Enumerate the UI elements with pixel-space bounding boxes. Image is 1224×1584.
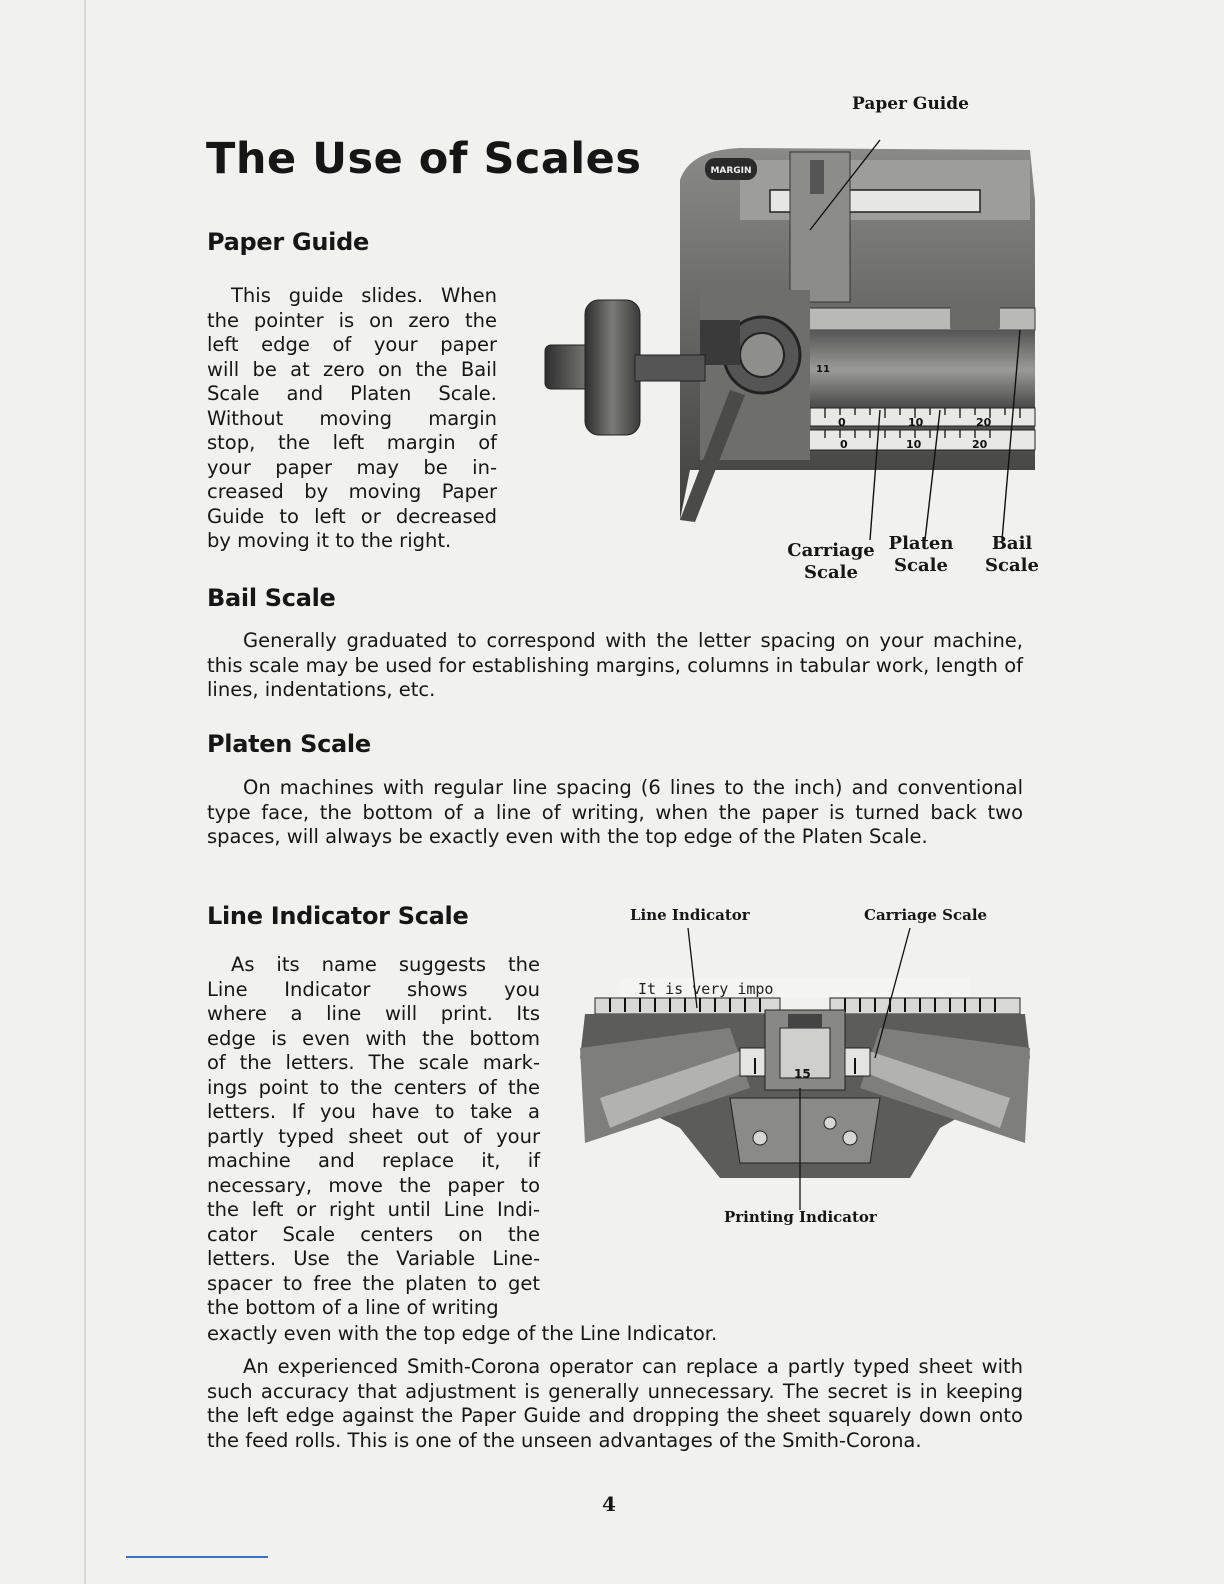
paper-guide-line: Without moving margin (207, 406, 497, 430)
bail-scale-text: Generally graduated to correspond with the letter spacing on your machine, this scale may be used for establishing margins, columns in tabular work, length of lines, indentations, etc. (207, 629, 1023, 701)
paper-guide-line: stop, the left margin of (207, 431, 497, 454)
label-platen-scale-line2: Scale (894, 555, 948, 576)
platen-scale-number: 20 (972, 438, 988, 451)
paper-guide-line: your paper may be in- (207, 455, 497, 479)
paper-guide-text (207, 284, 497, 554)
line-indicator-line: cator Scale centers on the (207, 1222, 540, 1246)
line-indicator-line: edge is even with the bottom (207, 1026, 540, 1050)
heading-paper-guide: Paper Guide (207, 228, 369, 256)
bail-scale-number: 0 (838, 416, 846, 429)
paper-guide-line: left edge of your paper (207, 333, 497, 356)
bail-scale-number: 10 (908, 416, 924, 429)
line-indicator-line: letters. Use the Variable Line- (207, 1247, 540, 1270)
indicator-number: 15 (794, 1067, 811, 1081)
heading-line-indicator-scale: Line Indicator Scale (207, 902, 469, 930)
heading-bail-scale: Bail Scale (207, 584, 336, 612)
page-title: The Use of Scales (206, 134, 642, 184)
label-bail-scale-line2: Scale (985, 555, 1039, 576)
label-carriage-scale (786, 540, 876, 584)
paper-guide-line: by moving it to the right. (207, 529, 452, 552)
bottom-rule (126, 1556, 268, 1558)
margin-badge: MARGIN (710, 166, 752, 176)
label-bail-scale (978, 533, 1046, 577)
label-carriage-scale-line2: Scale (804, 562, 858, 583)
line-indicator-line: the bottom of a line of writing (207, 1296, 499, 1319)
line-indicator-line: letters. If you have to take a (207, 1100, 540, 1123)
bail-scale-number: 20 (976, 416, 992, 429)
paper-guide-line: creased by moving Paper (207, 480, 497, 503)
line-indicator-line: machine and replace it, if (207, 1149, 540, 1172)
line-indicator-line: As its name suggests the (231, 953, 540, 976)
label-platen-scale-line1: Platen (888, 533, 954, 554)
line-indicator-line: where a line will print. Its (207, 1002, 540, 1025)
type-guide-drawing (580, 928, 1030, 1210)
typed-sample: It is very impo (638, 980, 774, 998)
label-paper-guide: Paper Guide (852, 94, 969, 114)
paper-guide-line: Guide to left or decreased (207, 504, 497, 528)
line-indicator-line: ings point to the centers of the (207, 1075, 540, 1099)
leader-lines (540, 100, 1040, 550)
typewriter-carriage-illustration (540, 140, 1040, 530)
platen-scale-number: 0 (840, 438, 848, 451)
line-indicator-line: partly typed sheet out of your (207, 1124, 540, 1148)
heading-platen-scale: Platen Scale (207, 730, 371, 758)
label-carriage-scale-line1: Carriage (787, 540, 875, 561)
line-spacing-number: 11 (816, 364, 830, 375)
type-guide-illustration (580, 928, 1030, 1210)
paper-guide-line: the pointer is on zero the (207, 308, 497, 332)
label-platen-scale (882, 533, 960, 577)
paper-guide-line: This guide slides. When (231, 284, 497, 307)
label-carriage-scale-bottom: Carriage Scale (864, 906, 988, 924)
line-indicator-line: the left or right until Line Indi- (207, 1198, 540, 1221)
paper-guide-line: will be at zero on the Bail (207, 357, 497, 381)
line-indicator-line: necessary, move the paper to (207, 1173, 540, 1197)
line-indicator-last-line: exactly even with the top edge of the Line Indicator. (207, 1322, 718, 1345)
paper-guide-line: Scale and Platen Scale. (207, 382, 497, 405)
page-edge (84, 0, 86, 1584)
closing-paragraph: An experienced Smith-Corona operator can replace a partly typed sheet with such accuracy that adjustment is generally unnecessary. The secret is in keeping the left edge against the Paper Guide and dropping the sheet squarely down onto the feed rolls. This is one of the unseen advantages of the Smith-Corona. (207, 1355, 1023, 1452)
line-indicator-line: spacer to free the platen to get (207, 1271, 540, 1295)
line-indicator-line: Line Indicator shows you (207, 977, 540, 1001)
label-bail-scale-line1: Bail (991, 533, 1033, 554)
label-printing-indicator: Printing Indicator (724, 1208, 877, 1226)
label-line-indicator: Line Indicator (630, 906, 750, 924)
platen-scale-number: 10 (906, 438, 922, 451)
line-indicator-text (207, 953, 540, 1321)
platen-scale-text: On machines with regular line spacing (6 lines to the inch) and conventional type face, the bottom of a line of writing, when the paper is turned back two spaces, will always be exactly even with the top edge of the Platen Scale. (207, 776, 1023, 848)
line-indicator-line: of the letters. The scale mark- (207, 1051, 540, 1074)
page-number: 4 (602, 1492, 616, 1516)
